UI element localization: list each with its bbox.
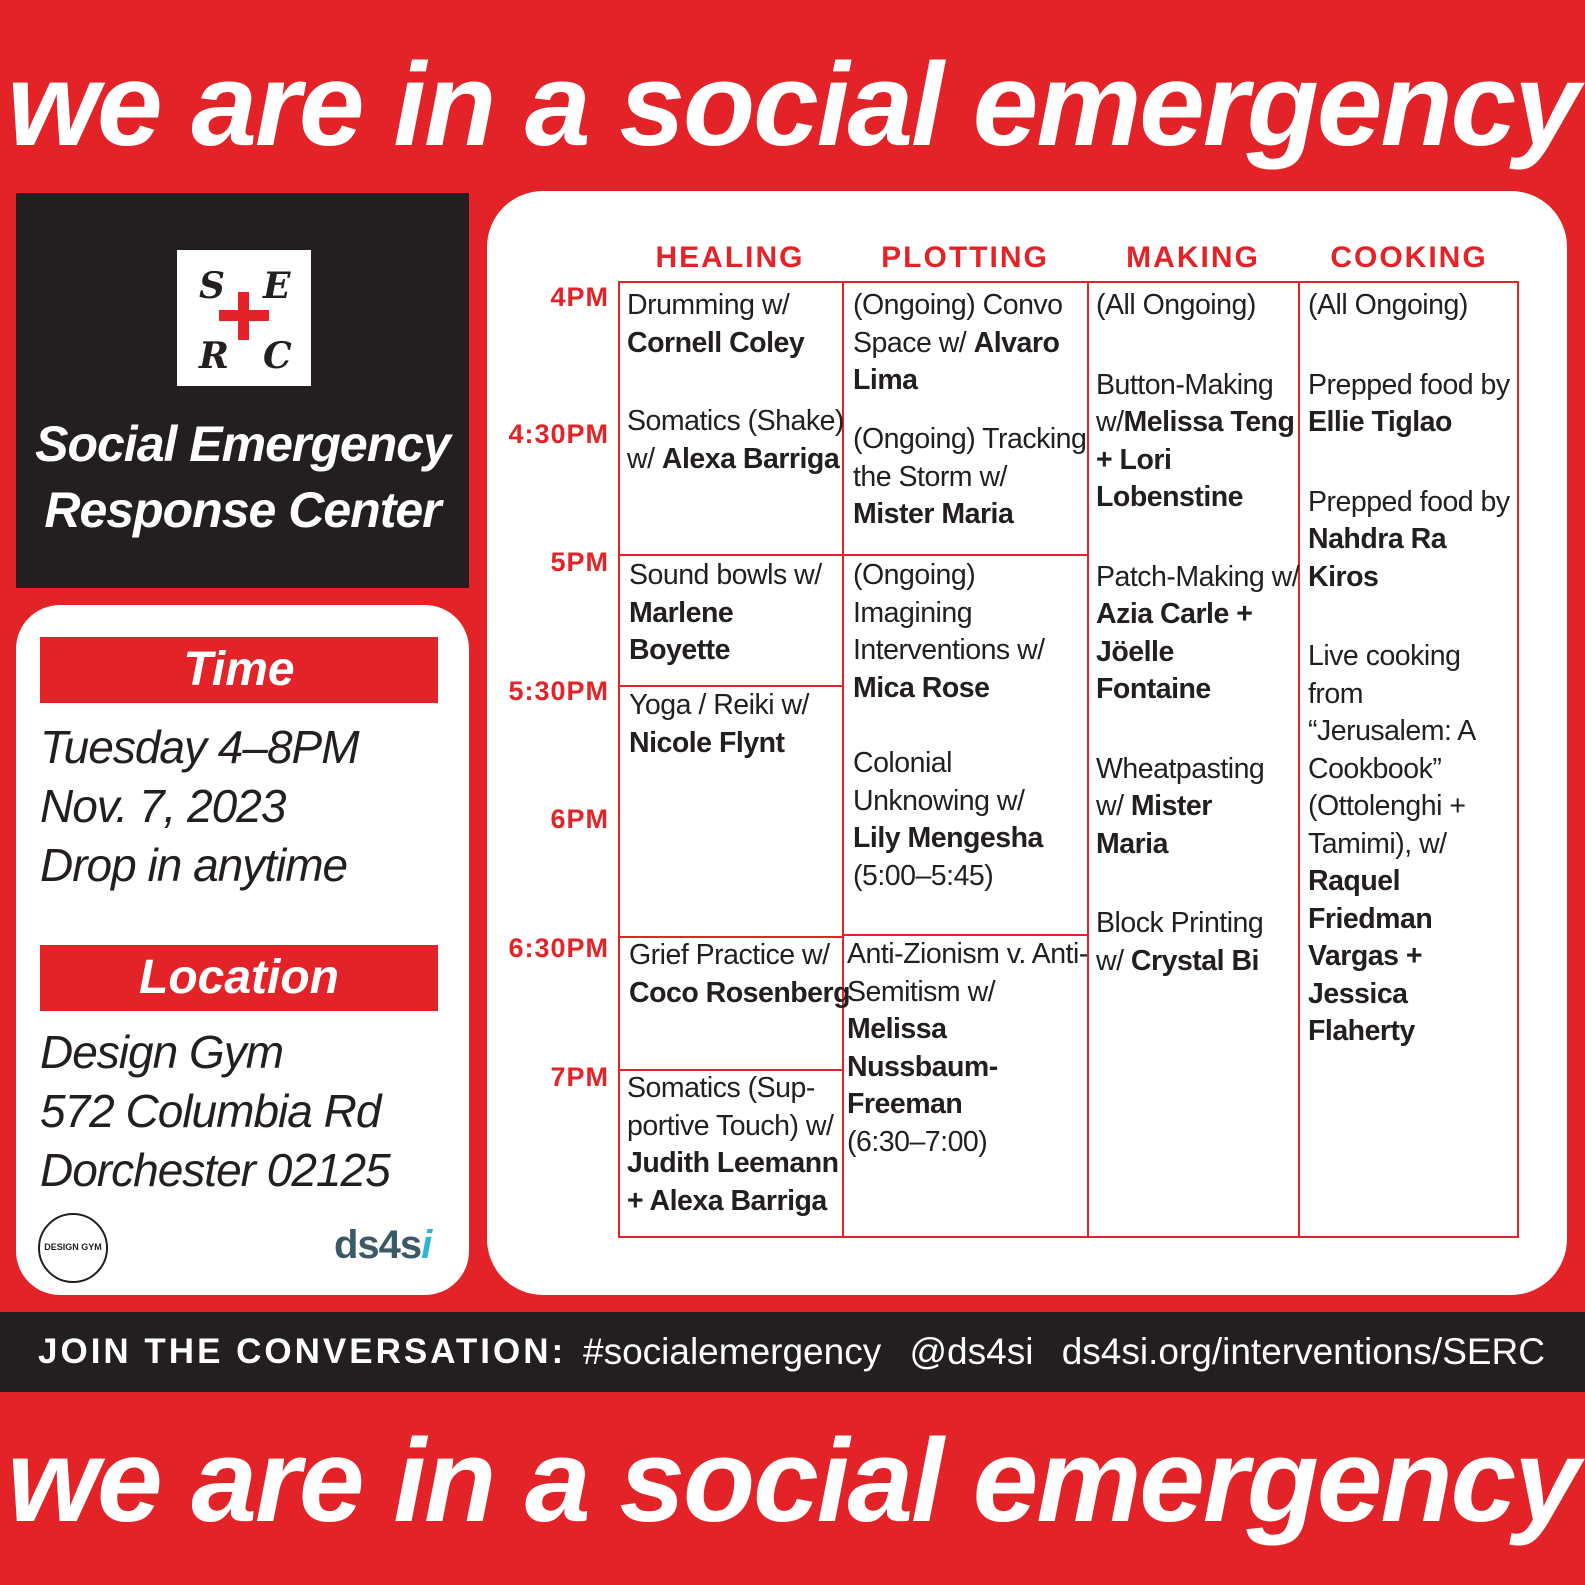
bottom-banner-headline: we are in a social emergency: [7, 1415, 1578, 1547]
facilitator-name: Azia Carle +: [1096, 598, 1253, 630]
session-description: w/: [1096, 944, 1124, 977]
grid-line-top: [618, 281, 1519, 283]
ds4si-logo-main: ds4s: [334, 1223, 422, 1267]
facilitator-name: Ellie Tiglao: [1308, 406, 1452, 438]
making-intro: (All Ongoing): [1096, 289, 1256, 321]
time-line: Drop in anytime: [40, 839, 348, 891]
session-description: (Ottolenghi +: [1308, 790, 1466, 822]
facilitator-name: Jessica: [1308, 977, 1408, 1010]
grid-line-5pm: [618, 554, 1088, 556]
facilitator-name: Boyette: [629, 634, 731, 666]
logo-letter-c: C: [263, 335, 292, 377]
column-header-healing: HEALING: [655, 241, 805, 274]
healing-yoga-reiki: [629, 687, 809, 762]
grid-line-bottom: [618, 1236, 1519, 1238]
location-line: 572 Columbia Rd: [40, 1085, 381, 1137]
time-line: Nov. 7, 2023: [40, 780, 286, 832]
session-description: Sound bowls w/: [629, 559, 822, 591]
session-description: w/: [627, 442, 655, 475]
facilitator-name: Judith Leemann: [627, 1147, 839, 1179]
location-details: [40, 1023, 390, 1200]
facilitator-name: Melissa: [847, 1013, 947, 1045]
column-header-plotting: PLOTTING: [881, 241, 1049, 274]
logo-letter-s: S: [199, 265, 225, 307]
session-description: Colonial: [853, 747, 952, 779]
session-description: Grief Practice w/: [629, 939, 830, 971]
session-description: Semitism w/: [847, 975, 996, 1008]
facilitator-name: Cornell Coley: [627, 326, 805, 359]
healing-grief-practice: [629, 937, 850, 1012]
facilitator-name: Melissa Teng: [1123, 406, 1295, 438]
plotting-colonial-unknowing: [853, 745, 1043, 895]
location-line: Dorchester 02125: [40, 1144, 390, 1196]
session-description: Button-Making: [1096, 368, 1274, 401]
facilitator-name: Nussbaum-: [847, 1050, 998, 1083]
hashtag-link[interactable]: #socialemergency: [583, 1331, 882, 1372]
center-title-panel: [16, 193, 469, 588]
session-description: w/: [1096, 406, 1124, 438]
healing-somatics-touch: [627, 1070, 839, 1220]
schedule-panel: [487, 191, 1567, 1295]
facilitator-name: Friedman: [1308, 902, 1433, 935]
session-description: Interventions w/: [853, 634, 1045, 666]
facilitator-name: Lobenstine: [1096, 481, 1244, 513]
join-links: [583, 1331, 1545, 1373]
session-description: Unknowing w/: [853, 784, 1025, 817]
time-label-7pm: 7PM: [550, 1062, 609, 1092]
logo-letter-r: R: [199, 335, 229, 377]
healing-sound-bowls: [629, 557, 822, 670]
facilitator-name: Mister: [1130, 790, 1212, 822]
time-line: Tuesday 4–8PM: [40, 721, 359, 773]
logo-letter-e: E: [263, 265, 291, 307]
session-description: (Ongoing) Convo: [853, 289, 1063, 321]
session-description: Wheatpasting: [1096, 752, 1265, 785]
facilitator-name: Mica Rose: [853, 671, 990, 704]
plotting-tracking-storm: [853, 421, 1086, 534]
serc-logo: [177, 250, 311, 386]
session-description: (Ongoing): [853, 559, 976, 591]
center-name: [16, 411, 469, 543]
session-description: Somatics (Shake): [627, 405, 844, 437]
time-label-630pm: 6:30PM: [508, 933, 609, 963]
session-description: Drumming w/: [627, 289, 790, 321]
time-label-5pm: 5PM: [550, 547, 609, 577]
session-description: w/: [1096, 790, 1124, 822]
time-label-6pm: 6PM: [550, 804, 609, 834]
facilitator-name: Coco Rosenberg: [629, 976, 851, 1009]
website-link[interactable]: ds4si.org/interventions/SERC: [1061, 1331, 1545, 1372]
ds4si-logo-i: i: [421, 1223, 432, 1267]
facilitator-name: Vargas +: [1308, 940, 1423, 972]
plotting-imagining-interventions: [853, 557, 1045, 707]
join-conversation-bar: [0, 1312, 1585, 1392]
session-description: Block Printing: [1096, 907, 1264, 939]
facilitator-name: Alvaro: [973, 326, 1060, 359]
session-time-note: (5:00–5:45): [853, 859, 994, 892]
grid-line-left: [618, 281, 620, 1238]
facilitator-name: Fontaine: [1096, 673, 1211, 705]
session-description: Cookbook”: [1308, 752, 1442, 785]
facilitator-name: Marlene: [629, 596, 734, 629]
healing-somatics-shake: [627, 403, 844, 478]
session-description: (Ongoing) Tracking: [853, 423, 1087, 455]
time-details: [40, 718, 359, 895]
session-description: Patch-Making w/: [1096, 560, 1300, 593]
session-description: from: [1308, 677, 1363, 710]
facilitator-name: Mister Maria: [853, 498, 1014, 530]
grid-line-right: [1517, 281, 1519, 1238]
facilitator-name: Lily Mengesha: [853, 822, 1043, 854]
location-heading: Location: [40, 945, 438, 1011]
session-description: Imagining: [853, 596, 973, 629]
cooking-column: [1308, 287, 1510, 1051]
ds4si-logo: [334, 1223, 431, 1268]
social-handle-link[interactable]: @ds4si: [909, 1331, 1034, 1372]
time-heading: Time: [40, 637, 438, 703]
session-description: “Jerusalem: A: [1308, 715, 1476, 747]
plotting-convo-space: [853, 287, 1063, 400]
facilitator-name: Flaherty: [1308, 1015, 1415, 1047]
location-line: Design Gym: [40, 1026, 284, 1078]
facilitator-name: Lima: [853, 364, 918, 396]
healing-drumming: [627, 287, 804, 362]
session-description: Prepped food by: [1308, 485, 1510, 518]
facilitator-name: Alexa Barriga: [661, 442, 840, 475]
time-label-430pm: 4:30PM: [508, 419, 609, 449]
session-description: Space w/: [853, 326, 967, 359]
facilitator-name: Kiros: [1308, 560, 1379, 593]
facilitator-name: Nicole Flynt: [629, 726, 785, 759]
session-description: the Storm w/: [853, 460, 1007, 493]
center-name-line1: Social Emergency: [35, 416, 450, 472]
session-time-note: (6:30–7:00): [847, 1125, 988, 1158]
facilitator-name: Crystal Bi: [1130, 944, 1259, 977]
cooking-intro: (All Ongoing): [1308, 289, 1468, 321]
session-description: portive Touch) w/: [627, 1109, 834, 1142]
center-name-line2: Response Center: [44, 482, 441, 538]
design-gym-logo-text: DESIGN GYM: [44, 1242, 102, 1253]
facilitator-name: Freeman: [847, 1088, 963, 1120]
column-header-cooking: COOKING: [1330, 241, 1488, 274]
time-label-530pm: 5:30PM: [508, 676, 609, 706]
facilitator-name: + Alexa Barriga: [627, 1184, 827, 1217]
design-gym-logo: [38, 1213, 108, 1283]
session-description: Yoga / Reiki w/: [629, 689, 809, 721]
facilitator-name: Nahdra Ra: [1308, 523, 1447, 555]
event-info-panel: [16, 605, 469, 1295]
top-banner-headline: we are in a social emergency: [7, 39, 1578, 171]
making-column: [1096, 287, 1299, 980]
column-header-making: MAKING: [1126, 241, 1260, 274]
session-description: Live cooking: [1308, 640, 1461, 672]
facilitator-name: Maria: [1096, 827, 1168, 860]
facilitator-name: Jöelle: [1096, 635, 1174, 668]
facilitator-name: + Lori: [1096, 443, 1172, 476]
join-label: JOIN THE CONVERSATION:: [38, 1332, 567, 1371]
plotting-anti-zionism: [847, 936, 1088, 1161]
time-label-4pm: 4PM: [550, 282, 609, 312]
red-cross-icon-vertical: [238, 292, 249, 340]
session-description: Tamimi), w/: [1308, 827, 1447, 860]
session-description: Anti-Zionism v. Anti-: [847, 938, 1088, 970]
facilitator-name: Raquel: [1308, 865, 1401, 897]
session-description: Prepped food by: [1308, 368, 1510, 401]
session-description: Somatics (Sup-: [627, 1072, 815, 1104]
